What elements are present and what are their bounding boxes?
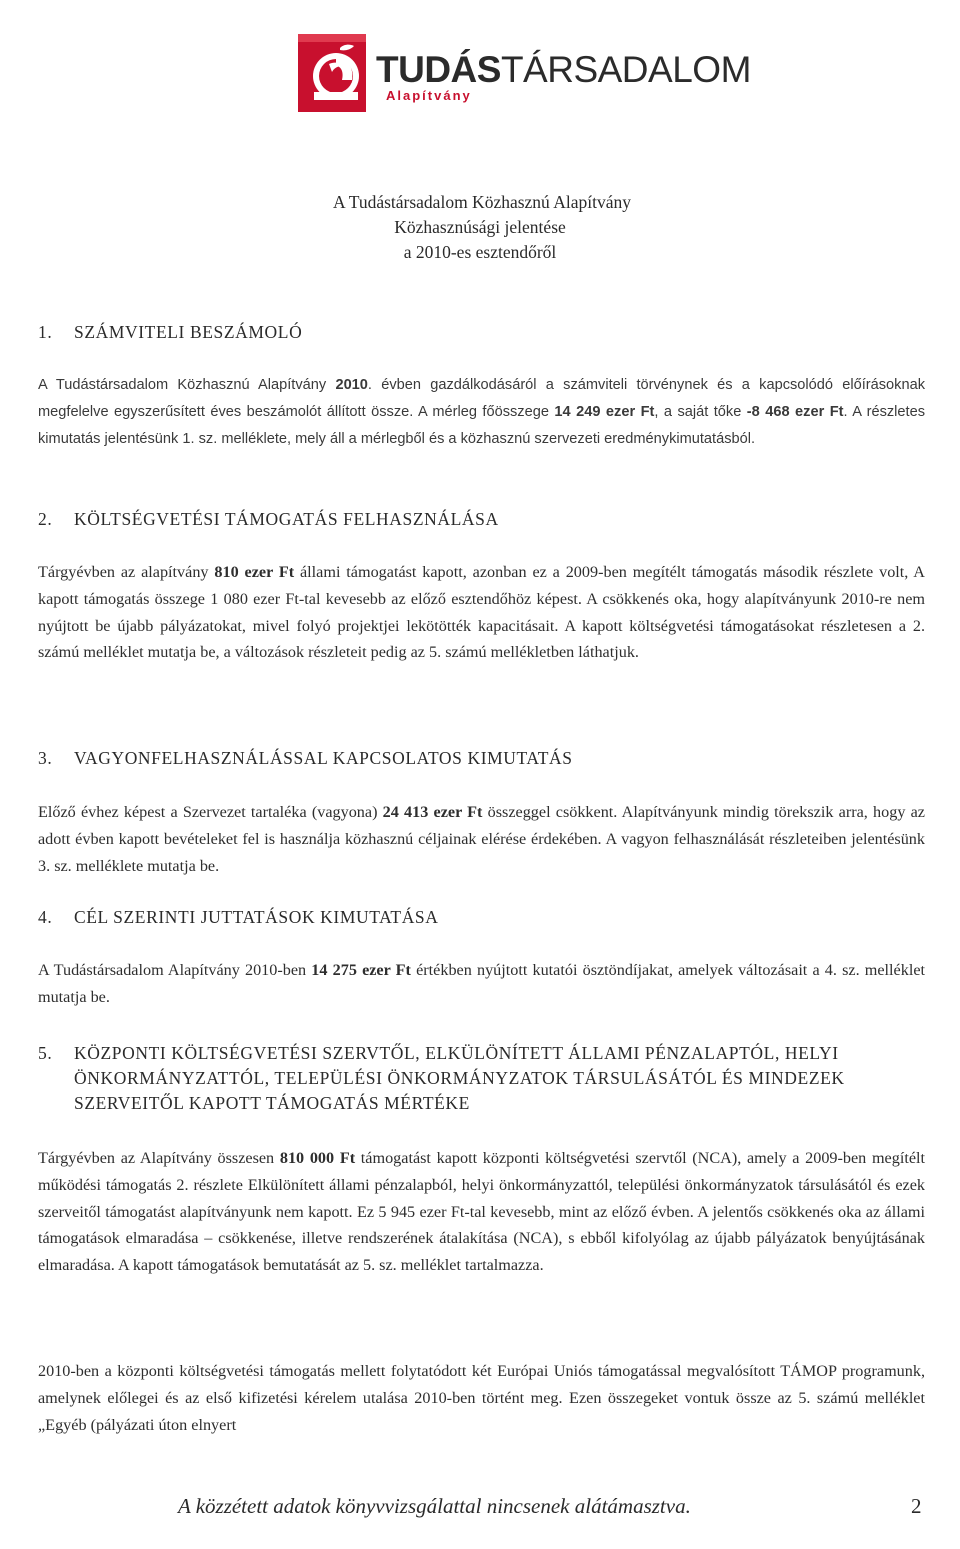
section-2-heading bbox=[38, 507, 925, 532]
section-2-paragraph: Tárgyévben az alapítvány 810 ezer Ft állami támogatást kapott, azonban ez a 2009-ben megítélt támogatás második részlete volt, A kapott támogatás összege 1 080 ezer Ft-tal kevesebb az előző esztendőhöz képest. A csökkenés oka, hogy alapítványunk 2010-re nem nyújtott be újabb pályázatokat, mivel folyó projektjei lekötötték kapacitásait. A kapott költségvetési támogatásokat részletesen a 2. számú melléklet mutatja be, a változások részleteit pedig az 5. számú mellékletben láthatjuk. bbox=[38, 563, 925, 662]
section-5-paragraph: Tárgyévben az Alapítvány összesen 810 000 Ft támogatást kapott központi költségvetési szervtől (NCA), amely a 2009-ben megítélt működési támogatás 2. részlete Elkülönített állami pénzalapból, helyi önkormányzattól, települési önkormányzatok társulásától és ezek szerveitől támogatást alapítványunk nem kapott. Ez 5 945 ezer Ft-tal kevesebb, mint az előző évben. A jelentős csökkenés oka az állami támogatások elmaradása – csökkenése, illetve rendszerének átalakítása (NCA), s ebből kifolyólag az újabb pályázatok benyújtásának elmaradása. A kapott támogatások bemutatását az 5. sz. melléklet tartalmazza. bbox=[38, 1149, 926, 1275]
section-number: 4. bbox=[38, 907, 53, 927]
page-number: 2 bbox=[911, 1494, 922, 1518]
footer-disclaimer: A közzétett adatok könyvvizsgálattal nincsenek alátámasztva. bbox=[178, 1494, 691, 1518]
section-3-heading bbox=[38, 746, 925, 771]
section-1-paragraph: A Tudástársadalom Közhasznú Alapítvány 2010. évben gazdálkodásáról a számviteli törvénynek és a kapcsolódó előírásoknak megfelelve egyszerűsített éves beszámolót állított össze. A mérleg főösszege 14 249 ezer Ft, a saját tőke -8 468 ezer Ft. A részletes kimutatás jelentésünk 1. sz. melléklete, mely áll a mérlegből és a közhasznú szervezeti eredménykimutatásból. bbox=[38, 377, 926, 447]
section-5-heading bbox=[38, 1041, 925, 1116]
title-line-3: a 2010-es esztendőről bbox=[403, 242, 557, 262]
title-line-2: Közhasznúsági jelentése bbox=[394, 217, 566, 237]
section-1-heading bbox=[38, 320, 925, 345]
section-title: SZÁMVITELI BESZÁMOLÓ bbox=[74, 322, 303, 342]
section-4-heading bbox=[38, 905, 925, 930]
logo-subtitle: Alapítvány bbox=[386, 88, 472, 103]
foundation-logo bbox=[296, 28, 751, 120]
section-title: KÖLTSÉGVETÉSI TÁMOGATÁS FELHASZNÁLÁSA bbox=[74, 509, 499, 529]
section-4-paragraph: A Tudástársadalom Alapítvány 2010-ben 14 275 ezer Ft értékben nyújtott kutatói ösztöndíjakat, amelyek változásait a 4. sz. melléklet mutatja be. bbox=[38, 961, 925, 1006]
section-3-paragraph: Előző évhez képest a Szervezet tartaléka (vagyona) 24 413 ezer Ft összeggel csökkent. Alapítványunk mindig törekszik arra, hogy az adott évben kapott bevételeket fel is használja közhasznú céljainak elérése érdekében. A vagyon felhasználását részleteiben jelentésünk 3. sz. melléklete mutatja be. bbox=[38, 803, 925, 875]
section-title: VAGYONFELHASZNÁLÁSSAL KAPCSOLATOS KIMUTATÁS bbox=[74, 748, 573, 768]
section-title: KÖZPONTI KÖLTSÉGVETÉSI SZERVTŐL, ELKÜLÖNÍTETT ÁLLAMI PÉNZALAPTÓL, HELYI ÖNKORMÁNYZATTÓL, TELEPÜLÉSI ÖNKORMÁNYZATOK TÁRSULÁSÁTÓL ÉS MINDEZEK SZERVEITŐL KAPOTT TÁMOGATÁS MÉRTÉKE bbox=[74, 1043, 845, 1113]
section-number: 2. bbox=[38, 509, 53, 529]
section-title: CÉL SZERINTI JUTTATÁSOK KIMUTATÁSA bbox=[74, 907, 439, 927]
section-number: 3. bbox=[38, 748, 53, 768]
section-5-paragraph-2: 2010-ben a központi költségvetési támogatás mellett folytatódott két Európai Uniós támogatással megvalósított TÁMOP programunk, amelynek előlegei és az első kifizetési kérelem utalása 2010-ben történt meg. Ezen összegeket vontuk össze az 5. számú melléklet „Egyéb (pályázati úton elnyert bbox=[38, 1362, 925, 1434]
apple-emblem-icon bbox=[296, 28, 376, 120]
report-title bbox=[0, 190, 960, 265]
section-number: 1. bbox=[38, 322, 53, 342]
section-number: 5. bbox=[38, 1043, 53, 1063]
logo-wordmark: TUDÁSTÁRSADALOM bbox=[376, 49, 751, 90]
title-line-1: A Tudástársadalom Közhasznú Alapítvány bbox=[333, 192, 631, 212]
